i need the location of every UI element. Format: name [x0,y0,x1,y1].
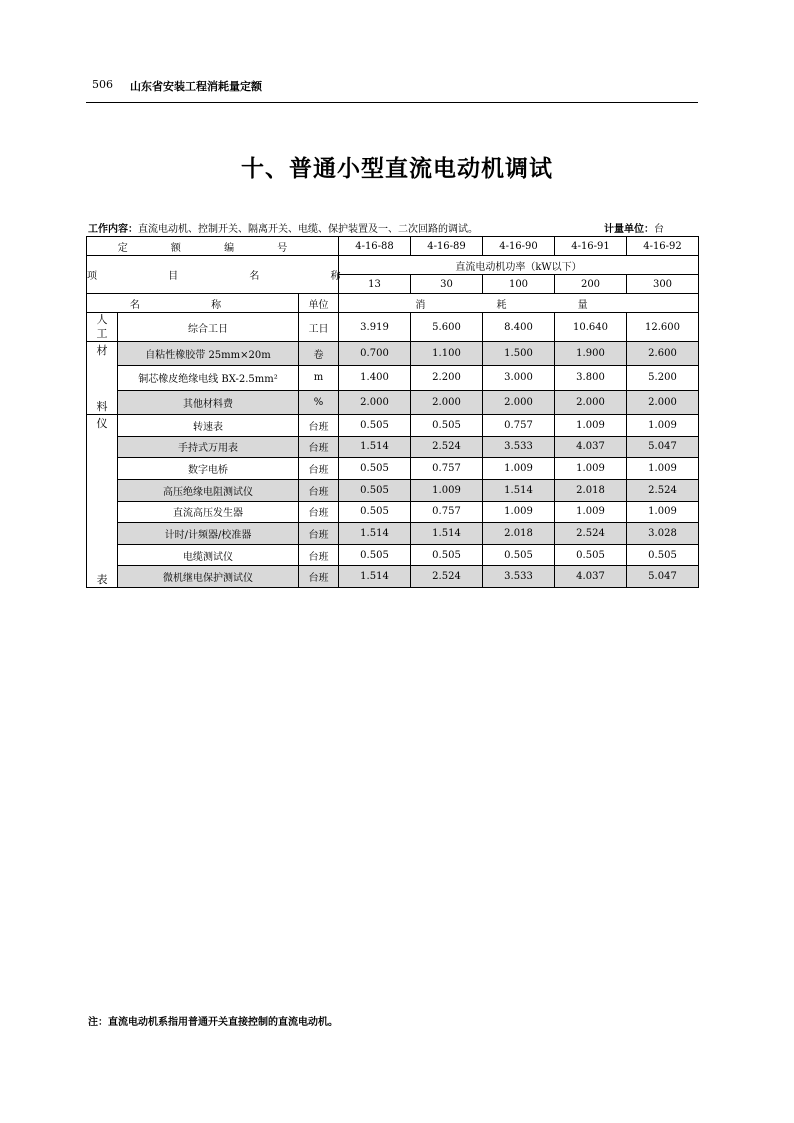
work-content [88,220,478,235]
table-row [87,342,699,366]
row-name: 转速表 [118,415,299,437]
row-value: 2.000 [411,390,483,414]
row-value: 4.037 [555,436,627,458]
row-value: 1.514 [339,436,411,458]
row-value: 0.505 [483,544,555,566]
book-title: 山东省安装工程消耗量定额 [130,80,262,93]
row-unit: 台班 [299,544,339,566]
row-value: 2.524 [555,523,627,545]
row-name: 电缆测试仪 [118,544,299,566]
row-name: 计时/计频器/校准器 [118,523,299,545]
category-material [87,342,118,415]
row-value: 1.514 [339,523,411,545]
row-unit: 台班 [299,458,339,480]
power-value: 200 [555,275,627,294]
row-value: 5.600 [411,313,483,342]
row-value: 0.757 [411,458,483,480]
row-value: 3.533 [483,566,555,588]
row-unit: 台班 [299,436,339,458]
quota-code: 4-16-89 [411,237,483,256]
name-label: 名 称 [87,294,299,313]
power-label: 直流电动机功率（kW以下） [339,256,699,275]
consumption-label: 消 耗 量 [339,294,699,313]
row-name: 自粘性橡胶带 25mm×20m [118,342,299,366]
row-value: 1.009 [627,501,699,523]
category-instrument [87,415,118,588]
row-name: 高压绝缘电阻测试仪 [118,479,299,501]
row-value: 0.505 [555,544,627,566]
row-value: 0.505 [339,415,411,437]
row-value: 3.028 [627,523,699,545]
table-row [87,415,699,437]
quota-label: 定 额 编 号 [87,237,339,256]
row-value: 0.505 [339,544,411,566]
row-value: 2.000 [483,390,555,414]
row-name: 综合工日 [118,313,299,342]
row-value: 3.800 [555,366,627,390]
power-label-row [87,256,699,275]
table-row [87,523,699,545]
category-instrument-1: 仪 [96,417,108,430]
category-material-2: 料 [96,400,108,413]
row-unit: 台班 [299,479,339,501]
row-value: 1.009 [627,415,699,437]
table-row [87,458,699,480]
row-value: 5.200 [627,366,699,390]
row-value: 3.533 [483,436,555,458]
row-value: 0.700 [339,342,411,366]
row-name: 微机继电保护测试仪 [118,566,299,588]
row-value: 2.000 [555,390,627,414]
row-value: 2.524 [627,479,699,501]
row-value: 4.037 [555,566,627,588]
table-row [87,566,699,588]
row-name: 其他材料费 [118,390,299,414]
row-value: 8.400 [483,313,555,342]
work-content-label: 工作内容： [88,224,138,235]
row-value: 1.009 [411,479,483,501]
quota-code: 4-16-88 [339,237,411,256]
row-value: 0.505 [339,479,411,501]
row-unit: m [299,366,339,390]
row-value: 0.757 [411,501,483,523]
row-value: 3.919 [339,313,411,342]
row-value: 1.514 [411,523,483,545]
measure-unit-label: 计量单位： [604,224,654,235]
row-value: 0.505 [339,458,411,480]
row-value: 2.018 [555,479,627,501]
row-value: 2.000 [627,390,699,414]
row-value: 2.524 [411,436,483,458]
power-value: 300 [627,275,699,294]
row-value: 1.009 [483,501,555,523]
row-value: 5.047 [627,436,699,458]
table-row [87,501,699,523]
row-name: 手持式万用表 [118,436,299,458]
row-value: 1.009 [555,501,627,523]
row-value: 1.900 [555,342,627,366]
category-instrument-2: 表 [96,573,108,586]
column-header-row [87,294,699,313]
row-value: 1.009 [555,458,627,480]
category-labor: 人工 [87,313,118,342]
row-value: 0.505 [411,544,483,566]
quota-code: 4-16-91 [555,237,627,256]
row-value: 1.514 [483,479,555,501]
row-value: 1.009 [483,458,555,480]
quota-code: 4-16-90 [483,237,555,256]
power-value: 100 [483,275,555,294]
quota-code-row [87,237,699,256]
row-unit: 台班 [299,501,339,523]
row-unit: 台班 [299,415,339,437]
quota-code: 4-16-92 [627,237,699,256]
table-row [87,479,699,501]
row-value: 2.200 [411,366,483,390]
page-number: 506 [92,78,113,91]
table-row [87,313,699,342]
category-material-1: 材 [96,344,108,357]
row-value: 2.000 [339,390,411,414]
row-unit: 卷 [299,342,339,366]
row-value: 1.009 [627,458,699,480]
item-label: 项 目 名 称 [87,256,339,294]
row-value: 2.524 [411,566,483,588]
measure-unit-value: 台 [654,224,664,235]
row-value: 0.505 [627,544,699,566]
row-name: 直流高压发生器 [118,501,299,523]
row-unit: % [299,390,339,414]
page-header [86,74,698,103]
row-value: 2.600 [627,342,699,366]
row-value: 1.500 [483,342,555,366]
row-value: 2.018 [483,523,555,545]
row-value: 0.505 [411,415,483,437]
unit-label: 单位 [299,294,339,313]
table-row [87,436,699,458]
row-value: 1.009 [555,415,627,437]
table-row [87,544,699,566]
footnote: 注：直流电动机系指用普通开关直接控制的直流电动机。 [88,1017,338,1028]
power-value: 30 [411,275,483,294]
row-value: 10.640 [555,313,627,342]
row-value: 0.757 [483,415,555,437]
power-value: 13 [339,275,411,294]
table-row [87,390,699,414]
table-row [87,366,699,390]
row-value: 5.047 [627,566,699,588]
row-value: 12.600 [627,313,699,342]
row-value: 1.100 [411,342,483,366]
row-value: 3.000 [483,366,555,390]
row-name: 数字电桥 [118,458,299,480]
row-name: 铜芯橡皮绝缘电线 BX-2.5mm² [118,366,299,390]
row-unit: 台班 [299,523,339,545]
work-content-text: 直流电动机、控制开关、隔离开关、电缆、保护装置及一、二次回路的调试。 [138,224,478,235]
row-value: 0.505 [339,501,411,523]
row-value: 1.514 [339,566,411,588]
quota-table [86,236,699,588]
row-unit: 台班 [299,566,339,588]
row-unit: 工日 [299,313,339,342]
measure-unit [604,220,664,235]
page-title: 十、普通小型直流电动机调试 [241,156,553,182]
row-value: 1.400 [339,366,411,390]
